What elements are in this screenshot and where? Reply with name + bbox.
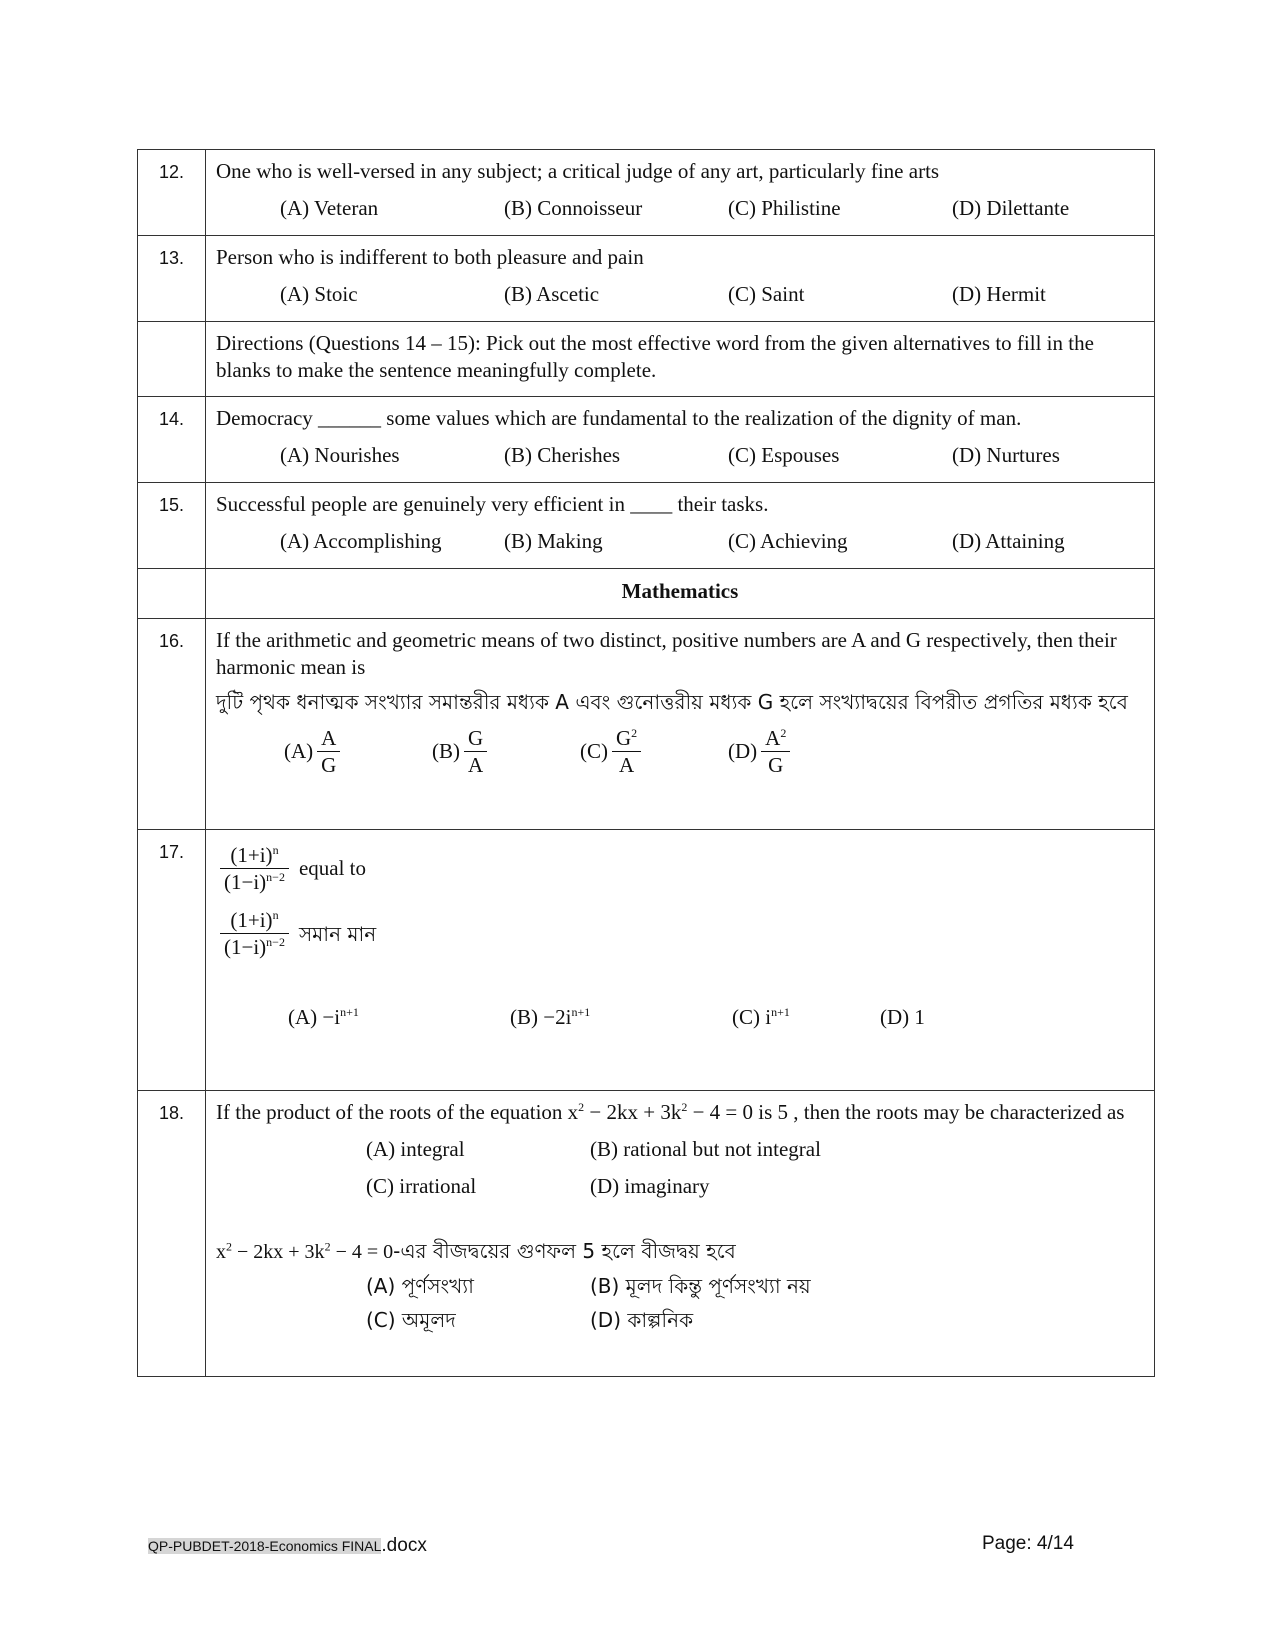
equation: $x^2 - 2kx + 3k^2 - 4 = 0$	[567, 1100, 754, 1124]
option-d: (D) imaginary	[590, 1174, 710, 1198]
option-d-bengali: (D) কাল্পনিক	[590, 1308, 694, 1332]
question-row-12	[138, 150, 1155, 236]
option-b-bengali: (B) মূলদ কিন্তু পূর্ণসংখ্যা নয়	[590, 1274, 811, 1298]
option-c: (C) Saint	[728, 282, 805, 306]
fraction: $\frac{(1+i)^n}{(1-i)^{n-2}}$	[220, 907, 289, 960]
directions-row	[138, 322, 1155, 397]
question-text: If the product of the roots of the equation $x^2 - 2kx + 3k^2 - 4 = 0$ is 5 , then the roots may be characterized as	[216, 1100, 1125, 1124]
options	[216, 1004, 1144, 1031]
question-text-bengali: দুটি পৃথক ধনাত্মক সংখ্যার সমান্তরীর মধ্যক A এবং গুনোত্তরীয় মধ্যক G হলে সংখ্যাদ্বয়ের বিপরীত প্রগতির মধ্যক হবে	[216, 690, 1128, 714]
question-number: 17.	[138, 830, 206, 1091]
option-c: (C) $\frac{G^2}{A}$	[580, 725, 728, 778]
question-text-bengali: সমান মান	[298, 921, 377, 946]
question-row-15	[138, 483, 1155, 569]
question-text: One who is well-versed in any subject; a critical judge of any art, particularly fine arts	[216, 159, 940, 183]
option-a: (A) $\frac{A}{G}$	[284, 725, 432, 778]
option-b: (B) Ascetic	[504, 282, 600, 306]
options	[216, 1136, 1144, 1200]
question-text: equal to	[298, 856, 367, 880]
question-expression-bengali	[216, 907, 1144, 960]
question-text: If the arithmetic and geometric means of two distinct, positive numbers are A and G respectively, then their harmonic mean is	[216, 628, 1117, 679]
question-number: 16.	[138, 619, 206, 830]
option-d: (D) $\frac{A^2}{G}$	[728, 725, 876, 778]
options	[216, 281, 1144, 308]
option-a: $(A) -i^{n+1}$	[288, 1005, 359, 1029]
section-row	[138, 569, 1155, 619]
option-b: (B) Making	[504, 529, 603, 553]
option-a: (A) Accomplishing	[280, 529, 442, 553]
option-b: $(B) -2i^{n+1}$	[510, 1005, 591, 1029]
options	[216, 442, 1144, 469]
footer-page-number: Page: 4/14	[982, 1533, 1074, 1554]
option-c: (C) Philistine	[728, 196, 841, 220]
fraction: $\frac{(1+i)^n}{(1-i)^{n-2}}$	[220, 842, 289, 895]
question-number: 18.	[138, 1091, 206, 1377]
option-c-bengali: (C) অমূলদ	[366, 1308, 456, 1332]
option-b: (B) Connoisseur	[504, 196, 643, 220]
options	[216, 528, 1144, 555]
option-c: (C) irrational	[366, 1174, 477, 1198]
option-a-bengali: (A) পূর্ণসংখ্যা	[366, 1274, 474, 1298]
question-number: 15.	[138, 483, 206, 569]
footer-filename: QP-PUBDET-2018-Economics FINAL.docx	[148, 1535, 427, 1556]
options	[216, 195, 1144, 222]
question-text: Successful people are genuinely very efficient in ____ their tasks.	[216, 492, 769, 516]
option-d: (D) 1	[880, 1005, 925, 1029]
option-d: (D) Dilettante	[952, 196, 1070, 220]
question-row-18	[138, 1091, 1155, 1377]
options-bengali	[216, 1269, 1144, 1337]
option-b: (B) $\frac{G}{A}$	[432, 725, 580, 778]
question-number: 13.	[138, 236, 206, 322]
option-a: (A) Stoic	[280, 282, 358, 306]
option-c: (C) $i^{n+1}$	[732, 1005, 790, 1029]
option-a: (A) integral	[366, 1137, 465, 1161]
option-d: (D) Hermit	[952, 282, 1046, 306]
option-d: (D) Nurtures	[952, 443, 1060, 467]
question-row-14	[138, 397, 1155, 483]
question-text: Person who is indifferent to both pleasure and pain	[216, 245, 644, 269]
question-table	[137, 149, 1155, 1377]
question-row-17	[138, 830, 1155, 1091]
question-number: 14.	[138, 397, 206, 483]
option-a: (A) Nourishes	[280, 443, 400, 467]
option-a: (A) Veteran	[280, 196, 379, 220]
question-text: Democracy ______ some values which are fundamental to the realization of the dignity of man.	[216, 406, 1022, 430]
directions-text: Directions (Questions 14 – 15): Pick out the most effective word from the given alternatives to fill in the blanks to make the sentence meaningfully complete.	[216, 331, 1094, 382]
question-row-13	[138, 236, 1155, 322]
option-b: (B) Cherishes	[504, 443, 621, 467]
question-expression	[216, 842, 1144, 895]
option-b: (B) rational but not integral	[590, 1137, 821, 1161]
options	[216, 725, 1144, 778]
option-d: (D) Attaining	[952, 529, 1065, 553]
option-c: (C) Achieving	[728, 529, 848, 553]
question-number: 12.	[138, 150, 206, 236]
question-text-bengali: $x^2 - 2kx + 3k^2 - 4$ = 0-এর বীজদ্বয়ের গুণফল 5 হলে বীজদ্বয় হবে	[216, 1239, 736, 1263]
section-title: Mathematics	[206, 569, 1155, 619]
question-row-16	[138, 619, 1155, 830]
option-c: (C) Espouses	[728, 443, 840, 467]
